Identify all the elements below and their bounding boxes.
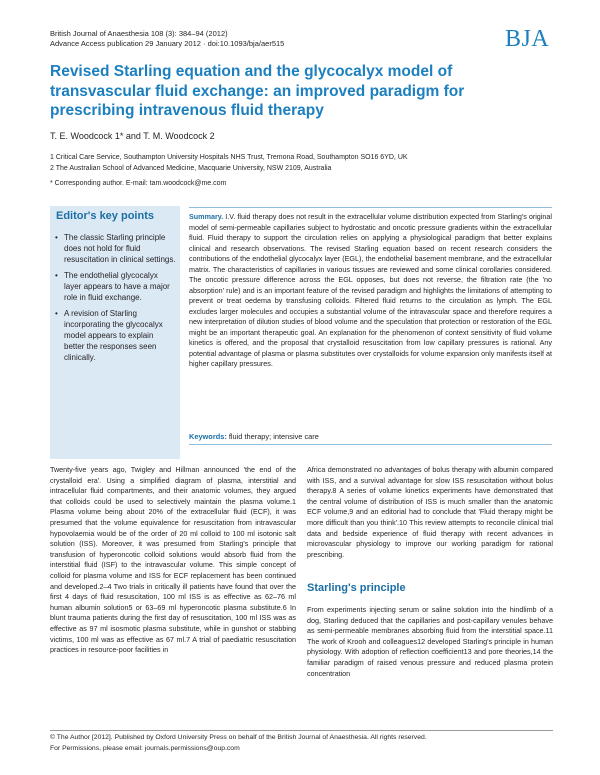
body-column-right	[307, 465, 553, 560]
key-points-heading: Editor's key points	[56, 210, 154, 222]
key-point-item: • A revision of Starling incorporating the glycocalyx model appears to explain better the responses seen clinically.	[64, 308, 176, 363]
corresponding-author: * Corresponding author. E-mail: tam.woodcock@me.com	[50, 180, 227, 187]
body-paragraph: From experiments injecting serum or saline solution into the hindlimb of a dog, Starling deduced that the capillaries and post-capillary venules behave as semi-permeable membranes absorbing fluid from the interstitial space.11 The work of Krooh and colleagues12 developed Starling's principle in human physiology. With adoption of reflection coefficient13 and pore theories,14 the familiar paradigm of raised venous pressure and reduced plasma protein concentration	[307, 605, 553, 678]
author-list: T. E. Woodcock 1* and T. M. Woodcock 2	[50, 131, 215, 141]
section-heading: Starling's principle	[307, 582, 406, 594]
journal-header	[50, 29, 284, 49]
affiliation-1: 1 Critical Care Service, Southampton University Hospitals NHS Trust, Tremona Road, Southampton SO16 6YD, UK	[50, 154, 408, 161]
permissions-line: For Permissions, please email: journals.permissions@oup.com	[50, 744, 240, 752]
body-column-left	[50, 465, 296, 656]
keywords-label: Keywords:	[189, 432, 227, 441]
abstract-summary	[189, 207, 552, 445]
affiliation-2: 2 The Australian School of Advanced Medicine, Macquarie University, NSW 2109, Australia	[50, 165, 332, 172]
key-point-item: • The endothelial glycocalyx layer appears to have a major role in fluid exchange.	[64, 270, 176, 303]
journal-logo: BJA	[505, 26, 550, 52]
key-points-box	[50, 206, 180, 459]
footer	[50, 733, 427, 754]
key-points-list	[54, 232, 176, 368]
footer-divider	[50, 730, 553, 731]
summary-label: Summary.	[189, 212, 224, 221]
article-title: Revised Starling equation and the glycocalyx model of transvascular fluid exchange: an improved paradigm for prescribing intravenous fluid therapy	[50, 63, 465, 119]
key-point-item: • The classic Starling principle does not hold for fluid resuscitation in clinical settings.	[64, 232, 176, 265]
summary-text: I.V. fluid therapy does not result in the extracellular volume distribution expected from Starling's original model of semi-permeable capillaries subject to hydrostatic and oncotic pressure gradients within the extracellular fluid. Fluid therapy to support the circulation relies on applying a physiological paradigm that better explains clinical and research observations. The revised Starling equation based on recent research considers the contributions of the endothelial glycocalyx layer (EGL), the endothelial basement membrane, and the extracellular matrix. The characteristics of capillaries in various tissues are reviewed and some clinical corollaries considered. The oncotic pressure difference across the EGL opposes, but does not reverse, the filtration rate (the 'no absorption' rule) and is an important feature of the revised paradigm and highlights the limitations of attempting to prevent or treat oedema by transfusing colloids. Filtered fluid returns to the circulation as lymph. The EGL excludes larger molecules and occupies a substantial volume of the intravascular space and therefore requires a new interpretation of dilution studies of blood volume and the speculation that protection or restoration of the EGL might be an important therapeutic goal. An explanation for the phenomenon of context sensitivity of fluid volume kinetics is offered, and the proposal that crystalloid resuscitation from low capillary pressures is rational. Any potential advantage of plasma or plasma substitutes over crystalloids for volume expansion only manifests itself at higher capillary pressures.	[189, 212, 552, 368]
journal-citation: British Journal of Anaesthesia 108 (3): 384–94 (2012)	[50, 29, 228, 38]
access-line: Advance Access publication 29 January 2012 · doi:10.1093/bja/aer515	[50, 39, 285, 48]
body-paragraph: Africa demonstrated no advantages of bolus therapy with albumin compared with ISS, and a survival advantage for slow ISS resuscitation without bolus therapy.8 A series of volume kinetics experiments have demonstrated that the central volume of distribution of ISS is much smaller than the anatomic ECF volume,9 and an editorial had to conclude that 'Fluid therapy might be more difficult than you think'.10 This review attempts to reconcile clinical trial data and bedside experience of fluid therapy with recent advances in microvascular physiology to improve our working paradigm for rational prescribing.	[307, 465, 553, 559]
copyright-line: © The Author [2012]. Published by Oxford University Press on behalf of the British Journal of Anaesthesia. All rights reserved.	[50, 734, 427, 741]
body-paragraph: Twenty-five years ago, Twigley and Hillman announced 'the end of the crystalloid era'. Using a simplified diagram of plasma, interstitial and intracellular fluid compartments, and their anatomic volumes, they argued that colloids could be used to selectively maintain the plasma volume.1 Plasma volume being about 20% of the extracellular fluid (ECF), it was presumed that the volume equivalence for resuscitation from intravascular hypovolaemia would be of the order of 20 ml colloid to 100 ml isotonic salt solution (ISS). Moreover, it was presumed from Starling's principle that transfusion of hyperoncotic colloid solutions would absorb fluid from the interstitial fluid (ISF) to the intravascular volume. This simple concept of colloid for plasma volume and ISS for ECF replacement has been continued and developed.2–4 Two trials in critically ill patients have found that over the first 4 days of fluid resuscitation, 100 ml ISS is as effective as 62–76 ml human albumin solution5 or 63–69 ml hyperoncotic plasma substitute.6 In blunt trauma patients during the first day of resuscitation, 100 ml ISS was as effective as 97 ml isosmotic plasma substitute, while in gunshot or stabbing victims, 100 ml was as effective as 67 ml.7 A trial of paediatric resuscitation practices in resource-poor facilities in	[50, 465, 296, 655]
body-column-right-section	[307, 605, 553, 679]
keywords	[189, 432, 552, 441]
keywords-text: fluid therapy; intensive care	[226, 432, 319, 441]
